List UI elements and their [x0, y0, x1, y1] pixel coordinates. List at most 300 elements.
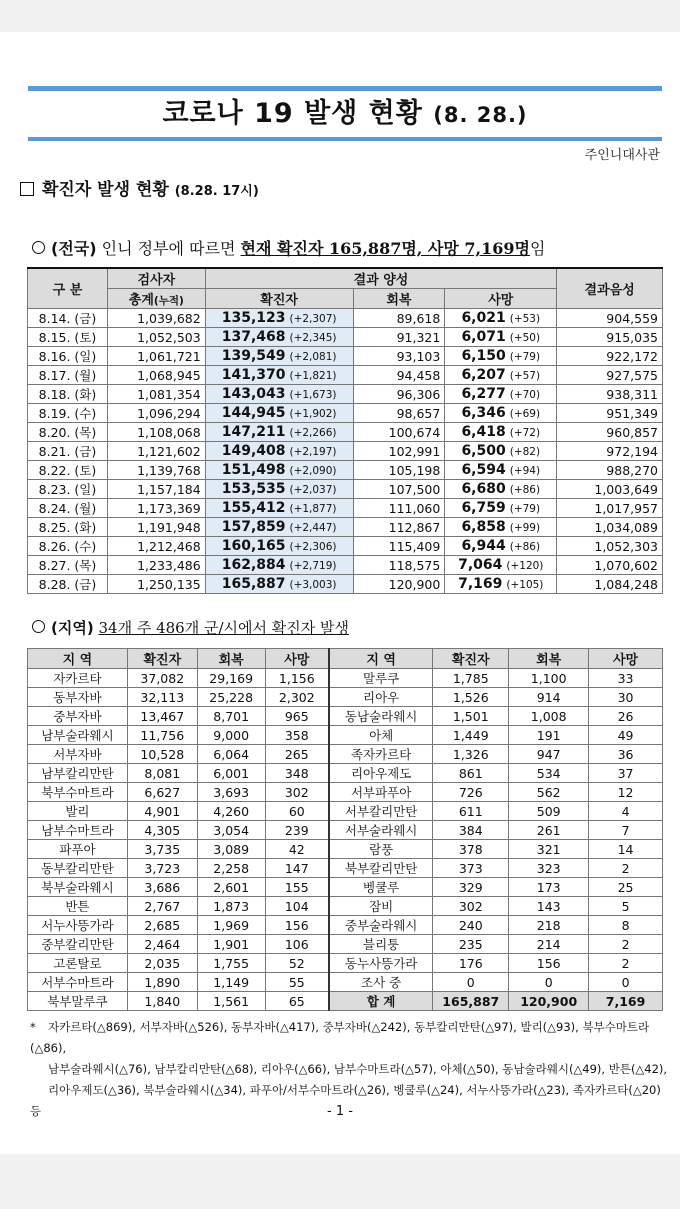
cell-region: 북부술라웨시: [28, 878, 128, 897]
cell-deaths: [445, 537, 557, 556]
cell-tested: 1,191,948: [107, 518, 205, 537]
region-header-recovered: 회복: [197, 649, 265, 669]
cell-deaths: 147: [265, 859, 329, 878]
cell-deaths: 155: [265, 878, 329, 897]
cell-region: 반튼: [28, 897, 128, 916]
deaths-increase: (+86): [509, 541, 541, 553]
checkbox-square-icon: [20, 182, 34, 196]
cell-recovered: 102,991: [353, 442, 445, 461]
cell-confirmed: 8,081: [127, 764, 197, 783]
cell-region: 동누사뜽가라: [329, 954, 433, 973]
cell-confirmed: [205, 461, 353, 480]
confirmed-value: 155,412: [221, 500, 286, 516]
cell-deaths: [445, 328, 557, 347]
cell-recovered: 3,693: [197, 783, 265, 802]
cell-tested: 1,212,468: [107, 537, 205, 556]
cell-date: 8.16. (일): [28, 347, 108, 366]
cell-confirmed: 1,449: [433, 726, 509, 745]
table-row: [28, 840, 663, 859]
cell-recovered: 100,674: [353, 423, 445, 442]
cell-recovered: 509: [509, 802, 589, 821]
cell-recovered: 3,054: [197, 821, 265, 840]
circle-bullet-icon: [32, 241, 45, 254]
national-table: [27, 267, 663, 594]
cell-confirmed: [205, 423, 353, 442]
cell-region: 리아우제도: [329, 764, 433, 783]
cell-recovered: 947: [509, 745, 589, 764]
cell-recovered: 1,149: [197, 973, 265, 992]
cell-confirmed: [205, 366, 353, 385]
cell-date: 8.22. (토): [28, 461, 108, 480]
cell-negative: 972,194: [557, 442, 663, 461]
cell-recovered: 98,657: [353, 404, 445, 423]
cell-recovered: 89,618: [353, 309, 445, 328]
section-heading-text: 확진자 발생 현황: [42, 180, 169, 200]
table-row: [28, 366, 663, 385]
deaths-value: 6,021: [461, 310, 506, 326]
cell-recovered: 1,008: [509, 707, 589, 726]
deaths-value: 7,064: [458, 557, 503, 573]
cell-confirmed: [205, 518, 353, 537]
cell-deaths: [445, 518, 557, 537]
confirmed-value: 165,887: [221, 576, 286, 592]
cell-date: 8.21. (금): [28, 442, 108, 461]
cell-tested: 1,250,135: [107, 575, 205, 594]
footnote-text: 남부술라웨시(△76), 남부칼리만탄(△68), 리아우(△66), 남부수마트라(△57), 아체(△50), 동남술라웨시(△49), 반튼(△42),: [48, 1062, 668, 1076]
region-text: 34개 주 486개 군/시에서 확진자 발생: [98, 619, 349, 637]
cell-region: 족자카르타: [329, 745, 433, 764]
table-row: [28, 916, 663, 935]
cell-recovered: 3,089: [197, 840, 265, 859]
cell-deaths: 965: [265, 707, 329, 726]
cell-deaths: [445, 309, 557, 328]
table-row: [28, 499, 663, 518]
cell-recovered: 562: [509, 783, 589, 802]
cell-deaths: 52: [265, 954, 329, 973]
cell-region: 북부칼리만탄: [329, 859, 433, 878]
cell-deaths: 1,156: [265, 669, 329, 688]
confirmed-increase: (+1,902): [289, 408, 337, 420]
title-rule-bottom: [28, 137, 662, 141]
cell-negative: 988,270: [557, 461, 663, 480]
region-header-confirmed: 확진자: [127, 649, 197, 669]
deaths-increase: (+57): [509, 370, 541, 382]
cell-confirmed: 32,113: [127, 688, 197, 707]
cell-region: 동부칼리만탄: [28, 859, 128, 878]
cell-region: 서부술라웨시: [329, 821, 433, 840]
cell-region: 서누사뜽가라: [28, 916, 128, 935]
cell-recovered: 156: [509, 954, 589, 973]
deaths-value: 6,418: [461, 424, 506, 440]
cell-deaths: 37: [589, 764, 663, 783]
cell-recovered: 143: [509, 897, 589, 916]
confirmed-value: 153,535: [221, 481, 286, 497]
cell-deaths: [445, 442, 557, 461]
cell-confirmed: 384: [433, 821, 509, 840]
cell-deaths: 42: [265, 840, 329, 859]
cell-recovered: 214: [509, 935, 589, 954]
cell-recovered: 94,458: [353, 366, 445, 385]
cell-region: 북부말루쿠: [28, 992, 128, 1011]
deaths-value: 7,169: [458, 576, 503, 592]
cell-date: 8.15. (토): [28, 328, 108, 347]
deaths-value: 6,759: [461, 500, 506, 516]
table-row: [28, 783, 663, 802]
deaths-increase: (+105): [506, 579, 544, 591]
cell-confirmed: [205, 328, 353, 347]
deaths-value: 6,207: [461, 367, 506, 383]
cell-deaths: 2: [589, 954, 663, 973]
table-row: [28, 404, 663, 423]
cell-recovered: 96,306: [353, 385, 445, 404]
cell-deaths: 2,302: [265, 688, 329, 707]
cell-negative: 1,052,303: [557, 537, 663, 556]
cell-date: 8.25. (화): [28, 518, 108, 537]
cell-tested: 1,052,503: [107, 328, 205, 347]
header-period: 구 분: [28, 268, 108, 309]
region-label: (지역): [51, 619, 94, 637]
confirmed-value: 137,468: [221, 329, 286, 345]
cell-date: 8.26. (수): [28, 537, 108, 556]
cell-tested: 1,096,294: [107, 404, 205, 423]
region-header-name-right: 지 역: [329, 649, 433, 669]
cell-deaths: [445, 404, 557, 423]
table-row: [28, 328, 663, 347]
table-row: [28, 669, 663, 688]
cell-recovered: 323: [509, 859, 589, 878]
table-row: [28, 764, 663, 783]
cell-tested: 1,061,721: [107, 347, 205, 366]
footnote-text: 자카르타(△869), 서부자바(△526), 동부자바(△417), 중부자바(△242), 동부칼리만탄(△97), 발리(△93), 북부수마트라(△86),: [30, 1020, 650, 1055]
confirmed-increase: (+2,447): [289, 522, 337, 534]
cell-recovered: 91,321: [353, 328, 445, 347]
table-row: [28, 309, 663, 328]
cell-region: 발리: [28, 802, 128, 821]
table-row: [28, 707, 663, 726]
cell-recovered: 1,755: [197, 954, 265, 973]
cell-deaths: 25: [589, 878, 663, 897]
cell-region: 북부수마트라: [28, 783, 128, 802]
table-row: [28, 575, 663, 594]
cell-recovered: 1,873: [197, 897, 265, 916]
cell-negative: 938,311: [557, 385, 663, 404]
table-row: [28, 973, 663, 992]
table-row: [28, 954, 663, 973]
cell-confirmed: 240: [433, 916, 509, 935]
cell-deaths: 14: [589, 840, 663, 859]
table-row: [28, 878, 663, 897]
deaths-increase: (+86): [509, 484, 541, 496]
cell-negative: 927,575: [557, 366, 663, 385]
cell-recovered: 1,901: [197, 935, 265, 954]
table-row: [28, 461, 663, 480]
cell-negative: 922,172: [557, 347, 663, 366]
cell-recovered: 4,260: [197, 802, 265, 821]
cell-region: 서부칼리만탄: [329, 802, 433, 821]
cell-date: 8.23. (일): [28, 480, 108, 499]
confirmed-value: 149,408: [221, 443, 286, 459]
confirmed-value: 143,043: [221, 386, 286, 402]
cell-tested: 1,157,184: [107, 480, 205, 499]
region-summary: [32, 617, 349, 638]
cell-negative: 1,003,649: [557, 480, 663, 499]
cell-date: 8.14. (금): [28, 309, 108, 328]
deaths-increase: (+69): [509, 408, 541, 420]
cell-confirmed: 10,528: [127, 745, 197, 764]
confirmed-increase: (+1,821): [289, 370, 337, 382]
cell-negative: 1,017,957: [557, 499, 663, 518]
cell-confirmed: 1,840: [127, 992, 197, 1011]
cell-confirmed: 378: [433, 840, 509, 859]
cell-deaths: 4: [589, 802, 663, 821]
cell-deaths: [445, 480, 557, 499]
cell-deaths: 104: [265, 897, 329, 916]
cell-deaths: 7: [589, 821, 663, 840]
cell-confirmed: 176: [433, 954, 509, 973]
table-row: [28, 518, 663, 537]
cell-region: 중부칼리만탄: [28, 935, 128, 954]
cell-tested: 1,173,369: [107, 499, 205, 518]
deaths-increase: (+79): [509, 503, 541, 515]
cell-recovered: 105,198: [353, 461, 445, 480]
cell-tested: 1,139,768: [107, 461, 205, 480]
cell-confirmed: 861: [433, 764, 509, 783]
deaths-value: 6,594: [461, 462, 506, 478]
table-row: [28, 385, 663, 404]
table-row: [28, 442, 663, 461]
cell-recovered: 1,100: [509, 669, 589, 688]
cell-deaths: 49: [589, 726, 663, 745]
title-rule-top: [28, 86, 662, 91]
page-title: [28, 92, 662, 136]
cell-deaths: 358: [265, 726, 329, 745]
region-header-deaths: 사망: [265, 649, 329, 669]
table-row: [28, 480, 663, 499]
cell-recovered: 111,060: [353, 499, 445, 518]
deaths-value: 6,680: [461, 481, 506, 497]
deaths-increase: (+94): [509, 465, 541, 477]
cell-confirmed: 4,901: [127, 802, 197, 821]
cell-recovered: 6,001: [197, 764, 265, 783]
cell-date: 8.24. (월): [28, 499, 108, 518]
cell-region: 아체: [329, 726, 433, 745]
confirmed-increase: (+1,673): [289, 389, 337, 401]
cell-deaths: 265: [265, 745, 329, 764]
cell-tested: 1,068,945: [107, 366, 205, 385]
cell-region: 람풍: [329, 840, 433, 859]
confirmed-value: 157,859: [221, 519, 286, 535]
deaths-increase: (+70): [509, 389, 541, 401]
total-label: 합 계: [329, 992, 433, 1011]
cell-region: 중부자바: [28, 707, 128, 726]
confirmed-value: 139,549: [221, 348, 286, 364]
confirmed-value: 147,211: [221, 424, 286, 440]
cell-deaths: [445, 366, 557, 385]
confirmed-increase: (+2,037): [289, 484, 337, 496]
cell-deaths: 302: [265, 783, 329, 802]
cell-deaths: 239: [265, 821, 329, 840]
cell-negative: 1,070,602: [557, 556, 663, 575]
deaths-increase: (+50): [509, 332, 541, 344]
footnote-line-1: [30, 1017, 670, 1059]
cell-region: 조사 중: [329, 973, 433, 992]
cell-date: 8.20. (목): [28, 423, 108, 442]
header-negative: 결과음성: [557, 268, 663, 309]
cell-confirmed: [205, 537, 353, 556]
region-table-body: [28, 669, 663, 1011]
cell-confirmed: 3,723: [127, 859, 197, 878]
cell-recovered: 2,601: [197, 878, 265, 897]
cell-tested: 1,121,602: [107, 442, 205, 461]
section-heading-time: (8.28. 17시): [174, 184, 259, 199]
confirmed-value: 135,123: [221, 310, 286, 326]
cell-negative: 1,034,089: [557, 518, 663, 537]
cell-recovered: 9,000: [197, 726, 265, 745]
cell-deaths: [445, 385, 557, 404]
cell-recovered: 112,867: [353, 518, 445, 537]
cell-deaths: 8: [589, 916, 663, 935]
cell-deaths: 106: [265, 935, 329, 954]
cell-deaths: 33: [589, 669, 663, 688]
cell-confirmed: 0: [433, 973, 509, 992]
page-number: - 1 -: [327, 1104, 353, 1119]
cell-region: 중부술라웨시: [329, 916, 433, 935]
cell-region: 고론탈로: [28, 954, 128, 973]
region-table: [27, 648, 663, 1011]
cell-confirmed: [205, 575, 353, 594]
title-text: 코로나 19 발생 현황: [162, 98, 423, 129]
cell-recovered: 914: [509, 688, 589, 707]
cell-deaths: 30: [589, 688, 663, 707]
cell-date: 8.18. (화): [28, 385, 108, 404]
deaths-value: 6,346: [461, 405, 506, 421]
cell-region: 동부자바: [28, 688, 128, 707]
footnote-line-2: [30, 1059, 670, 1080]
cell-confirmed: [205, 347, 353, 366]
cell-date: 8.27. (목): [28, 556, 108, 575]
cell-deaths: [445, 461, 557, 480]
cell-recovered: 29,169: [197, 669, 265, 688]
cell-negative: 951,349: [557, 404, 663, 423]
cell-region: 블리퉁: [329, 935, 433, 954]
cell-recovered: 321: [509, 840, 589, 859]
confirmed-increase: (+2,719): [289, 560, 337, 572]
header-tested-line2: 총계: [128, 293, 154, 308]
cell-region: 잠비: [329, 897, 433, 916]
section-heading: [20, 175, 259, 200]
cell-confirmed: 2,464: [127, 935, 197, 954]
header-tested: [107, 268, 205, 289]
confirmed-value: 151,498: [221, 462, 286, 478]
table-row: [28, 821, 663, 840]
confirmed-increase: (+2,197): [289, 446, 337, 458]
cell-recovered: 25,228: [197, 688, 265, 707]
cell-recovered: 1,969: [197, 916, 265, 935]
deaths-value: 6,944: [461, 538, 506, 554]
confirmed-increase: (+1,877): [289, 503, 337, 515]
cell-confirmed: 2,767: [127, 897, 197, 916]
confirmed-increase: (+2,345): [289, 332, 337, 344]
cell-deaths: 348: [265, 764, 329, 783]
table-row: [28, 347, 663, 366]
cell-confirmed: 11,756: [127, 726, 197, 745]
cell-deaths: [445, 556, 557, 575]
cell-confirmed: 373: [433, 859, 509, 878]
cell-recovered: 261: [509, 821, 589, 840]
cell-tested: 1,108,068: [107, 423, 205, 442]
cell-region: 서부파푸아: [329, 783, 433, 802]
cell-recovered: 0: [509, 973, 589, 992]
cell-deaths: 65: [265, 992, 329, 1011]
cell-confirmed: [205, 556, 353, 575]
table-row: [28, 935, 663, 954]
deaths-value: 6,277: [461, 386, 506, 402]
cell-confirmed: [205, 385, 353, 404]
table-row: [28, 992, 663, 1011]
cell-confirmed: [205, 309, 353, 328]
cell-deaths: 2: [589, 935, 663, 954]
cell-deaths: [445, 423, 557, 442]
cell-negative: 960,857: [557, 423, 663, 442]
total-confirmed: 165,887: [433, 992, 509, 1011]
cell-tested: 1,081,354: [107, 385, 205, 404]
confirmed-increase: (+2,307): [289, 313, 337, 325]
region-header-deaths-right: 사망: [589, 649, 663, 669]
cell-deaths: 0: [589, 973, 663, 992]
cell-deaths: [445, 347, 557, 366]
cell-deaths: 26: [589, 707, 663, 726]
footnote-text: 리아우제도(△36), 북부술라웨시(△34), 파푸아/서부수마트라(△26), 벵쿨루(△24), 서누사뜽가라(△23), 족자카르타(△20) 등: [30, 1083, 661, 1118]
cell-confirmed: [205, 480, 353, 499]
footnote-mark: *: [30, 1020, 36, 1034]
cell-confirmed: [205, 499, 353, 518]
cell-region: 동남술라웨시: [329, 707, 433, 726]
cell-recovered: 173: [509, 878, 589, 897]
cell-confirmed: [205, 442, 353, 461]
cell-confirmed: [205, 404, 353, 423]
cell-recovered: 115,409: [353, 537, 445, 556]
confirmed-value: 144,945: [221, 405, 286, 421]
confirmed-increase: (+2,081): [289, 351, 337, 363]
table-row: [28, 859, 663, 878]
cell-tested: 1,233,486: [107, 556, 205, 575]
confirmed-increase: (+2,266): [289, 427, 337, 439]
national-text-post: 임: [529, 239, 546, 258]
cell-recovered: 2,258: [197, 859, 265, 878]
cell-confirmed: 1,326: [433, 745, 509, 764]
cell-region: 리아우: [329, 688, 433, 707]
cell-date: 8.28. (금): [28, 575, 108, 594]
cell-recovered: 191: [509, 726, 589, 745]
confirmed-increase: (+2,306): [289, 541, 337, 553]
cell-confirmed: 37,082: [127, 669, 197, 688]
cell-region: 남부칼리만탄: [28, 764, 128, 783]
cell-negative: 915,035: [557, 328, 663, 347]
region-header-recovered-right: 회복: [509, 649, 589, 669]
cell-confirmed: 611: [433, 802, 509, 821]
deaths-value: 6,150: [461, 348, 506, 364]
cell-confirmed: 2,685: [127, 916, 197, 935]
cell-deaths: 2: [589, 859, 663, 878]
table-row: [28, 556, 663, 575]
cell-confirmed: 4,305: [127, 821, 197, 840]
deaths-value: 6,500: [461, 443, 506, 459]
cell-confirmed: 1,785: [433, 669, 509, 688]
header-results: 결과 양성: [205, 268, 556, 289]
cell-deaths: 55: [265, 973, 329, 992]
confirmed-value: 141,370: [221, 367, 286, 383]
header-tested-total: [107, 289, 205, 309]
